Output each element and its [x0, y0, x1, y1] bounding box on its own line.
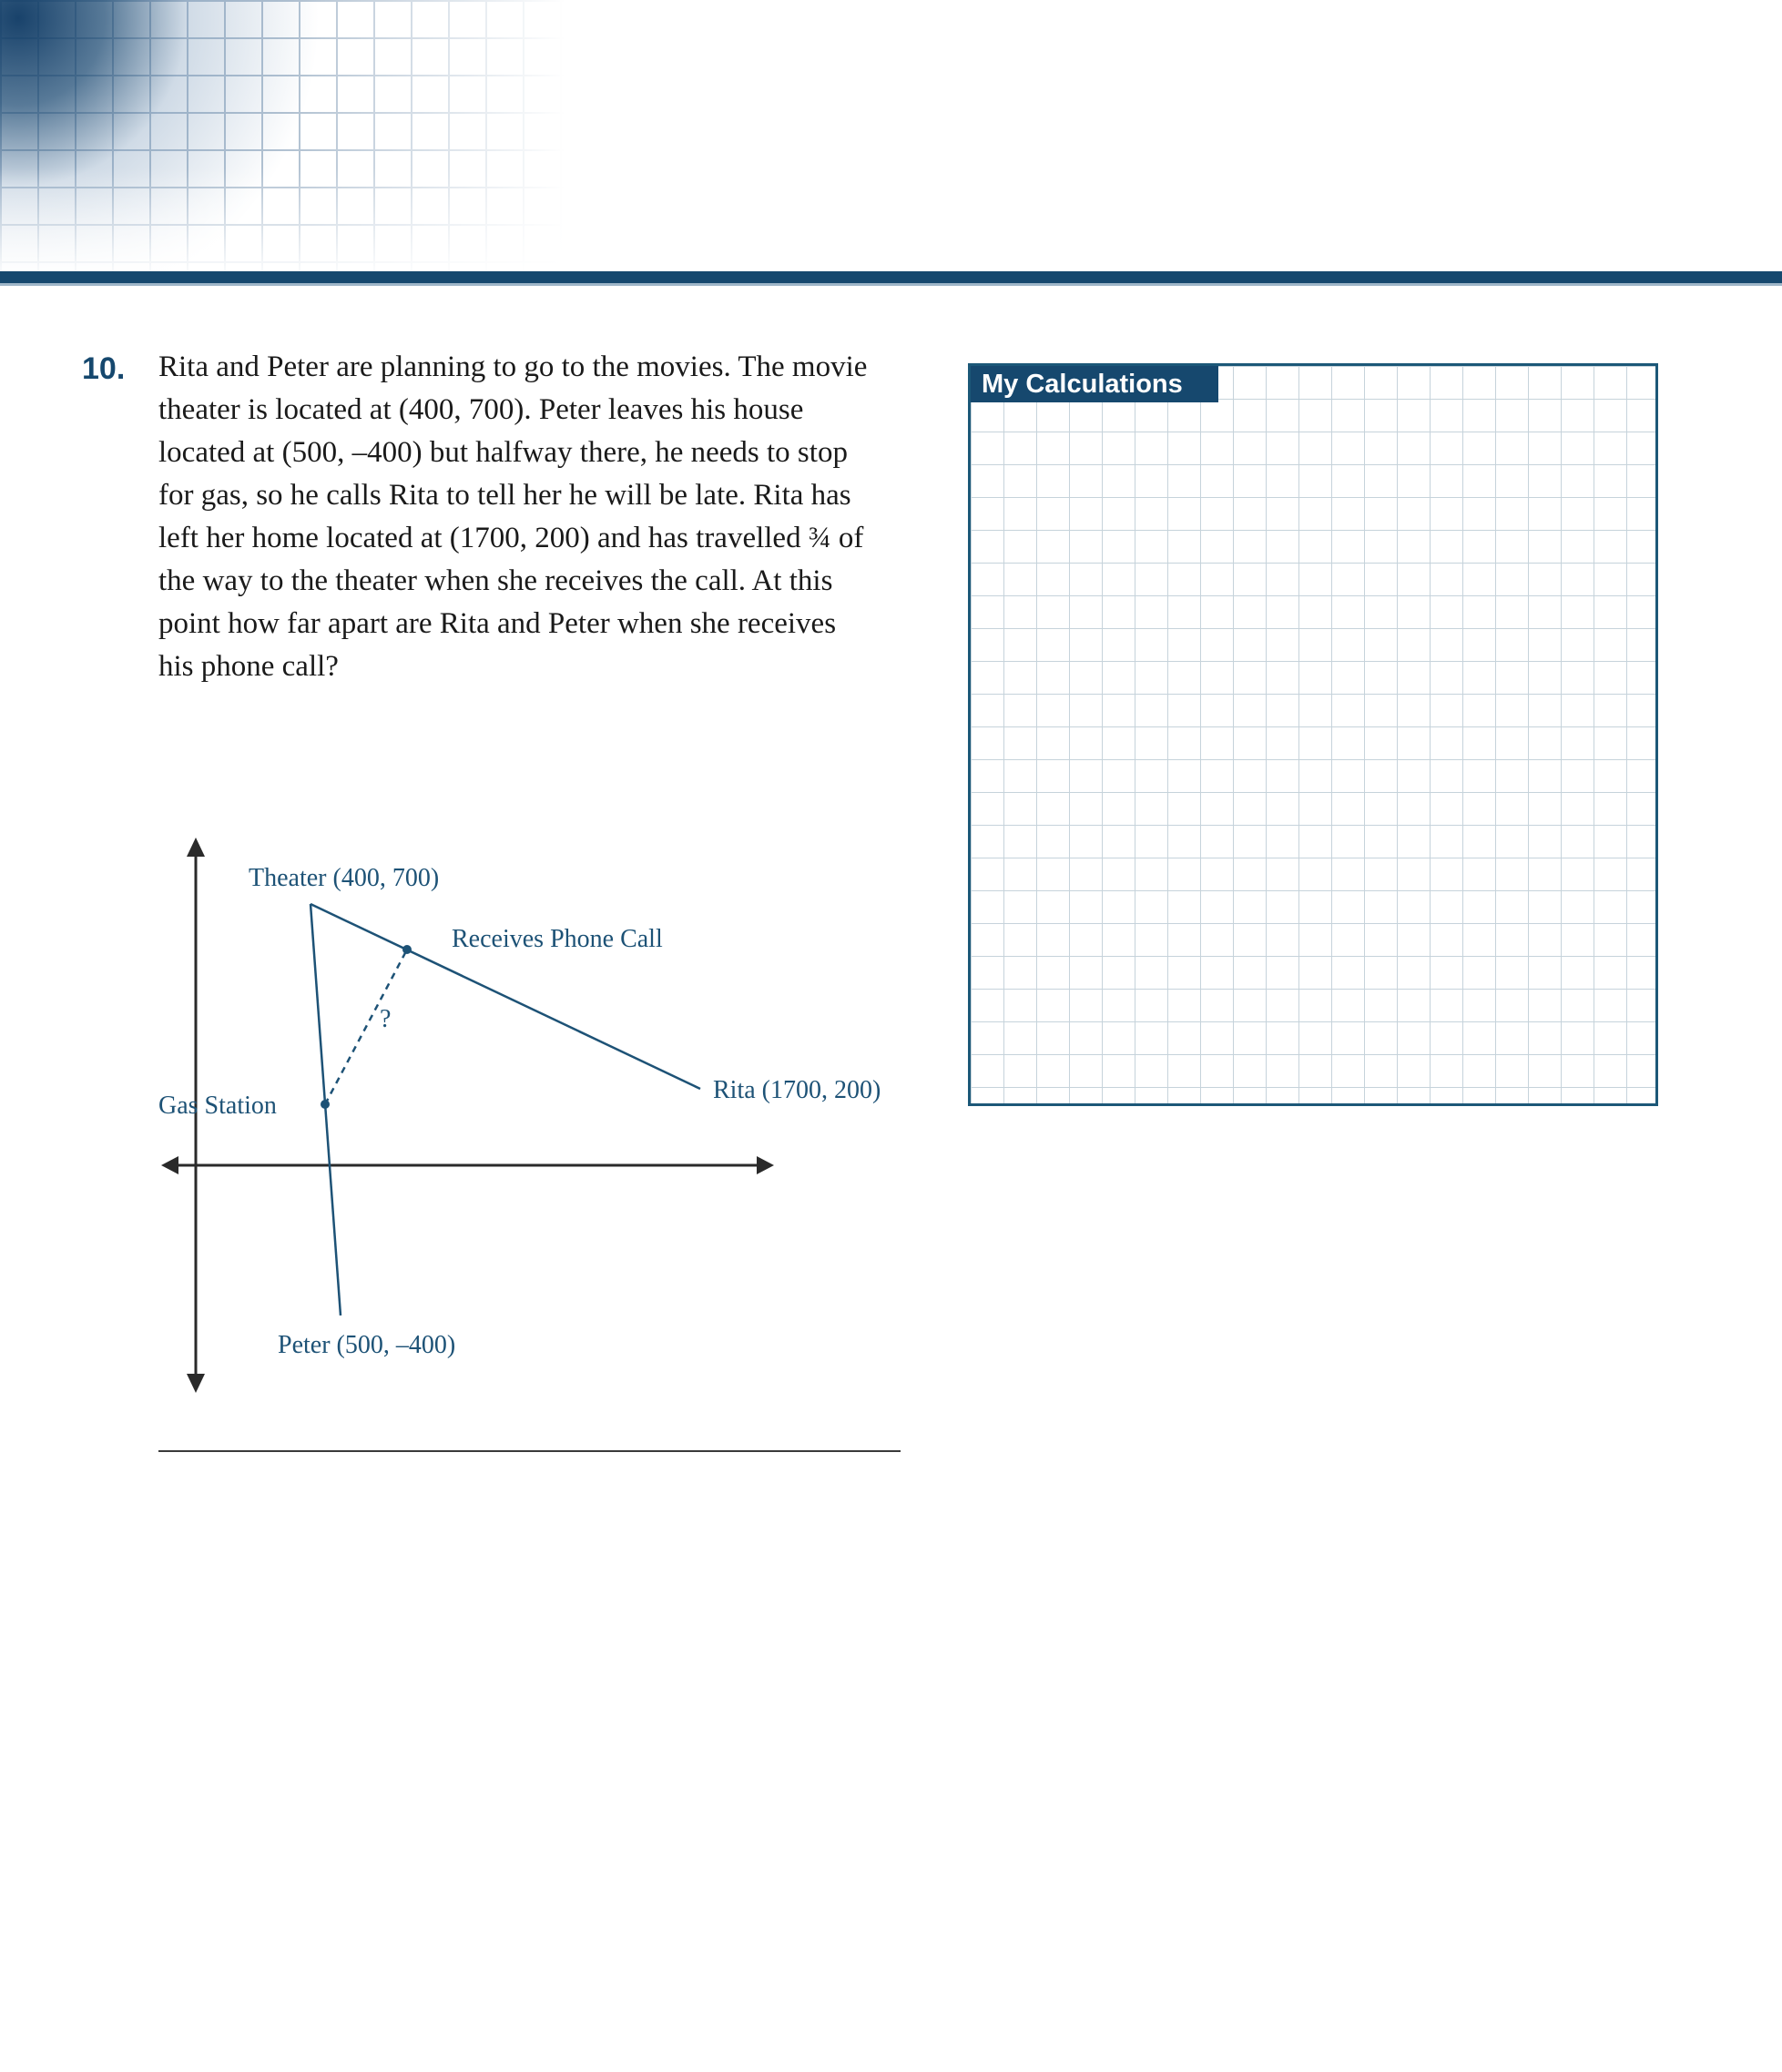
theater-label: Theater (400, 700) — [249, 864, 440, 892]
y-axis-arrow-top — [187, 838, 205, 857]
dashed-distance-line — [325, 950, 407, 1104]
my-calculations-box — [968, 363, 1658, 1106]
x-axis-arrow-left — [161, 1156, 178, 1174]
receives-call-label: Receives Phone Call — [452, 925, 663, 953]
problem-block — [82, 346, 892, 688]
peter-label: Peter (500, –400) — [278, 1331, 456, 1359]
phone-call-point — [402, 945, 412, 954]
problem-text: Rita and Peter are planning to go to the movies. The movie theater is located at (400, 700). Peter leaves his house located at (500, –400) but halfway there, he needs to stop for gas, so he calls Rita to tell her he will be late. Rita has left her home located at (1700, 200) and has travelled ¾ of the way to the theater when she receives the call. At this point how far apart are Rita and Peter when she receives his phone call? — [158, 350, 868, 683]
problem-number: 10. — [82, 351, 126, 386]
answer-line — [158, 1450, 901, 1452]
gas-station-label: Gas Station — [158, 1092, 277, 1120]
distance-question-label: ? — [380, 1005, 392, 1033]
gas-station-point — [321, 1100, 330, 1109]
diagram-figure — [158, 833, 914, 1425]
y-axis-arrow-bottom — [187, 1374, 205, 1393]
decorative-grid-pattern — [0, 0, 583, 271]
coordinate-diagram — [158, 833, 914, 1425]
rita-label: Rita (1700, 200) — [713, 1076, 881, 1104]
my-calculations-header: My Calculations — [971, 366, 1218, 402]
x-axis-arrow-right — [757, 1156, 774, 1174]
header-rule-bar — [0, 271, 1782, 286]
line-theater-to-peter — [311, 904, 341, 1315]
